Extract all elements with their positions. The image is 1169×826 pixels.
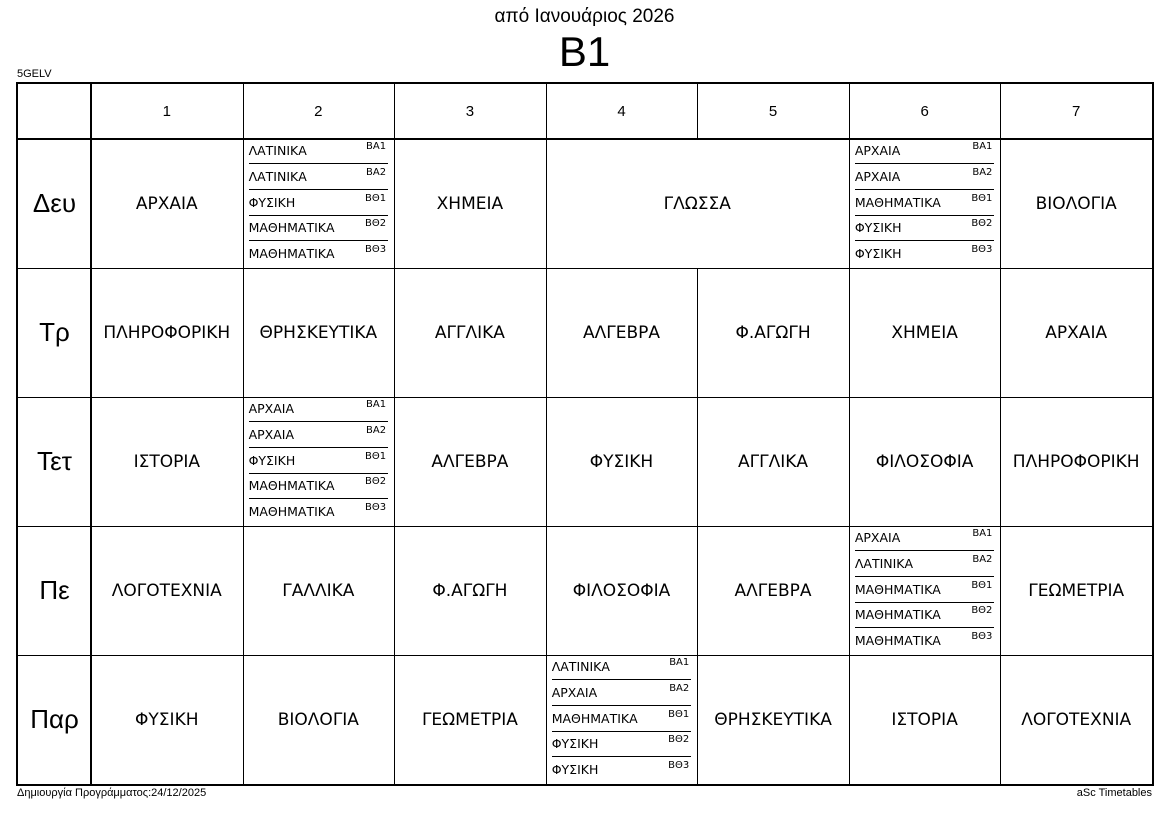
group-subject: ΦΥΣΙΚΗ [854, 246, 902, 262]
group-subject: ΑΡΧΑΙΑ [248, 426, 295, 442]
day-label: Δευ [32, 188, 77, 218]
group-lesson [249, 191, 389, 216]
group-subject: ΑΡΧΑΙΑ [854, 530, 901, 545]
lesson-cell: ΠΛΗΡΟΦΟΡΙΚΗ [103, 322, 231, 343]
grid-line [849, 84, 850, 139]
split-lesson-cell [243, 139, 395, 268]
group-subject: ΑΡΧΑΙΑ [854, 143, 901, 158]
group-code: ΒΑ2 [972, 166, 993, 178]
group-subject: ΦΥΣΙΚΗ [248, 452, 296, 468]
lesson-cell: ΑΡΧΑΙΑ [1045, 322, 1108, 343]
group-subject: ΦΥΣΙΚΗ [551, 762, 599, 778]
group-subject: ΜΑΘΗΜΑΤΙΚΑ [248, 504, 335, 520]
group-code: ΒΑ2 [366, 424, 387, 436]
group-lesson [855, 139, 995, 164]
lesson-cell: ΛΟΓΟΤΕΧΝΙΑ [1021, 709, 1132, 730]
lesson-cell: ΛΟΓΟΤΕΧΝΙΑ [111, 580, 222, 601]
lesson-cell: ΑΛΓΕΒΡΑ [431, 451, 509, 472]
lesson-cell: ΧΗΜΕΙΑ [891, 322, 958, 343]
group-code: ΒΘ2 [365, 476, 387, 488]
lesson-cell: ΓΛΩΣΣΑ [663, 193, 731, 214]
group-lesson [249, 139, 389, 164]
group-lesson [552, 732, 692, 757]
group-subject: ΜΑΘΗΜΑΤΙΚΑ [551, 710, 638, 726]
day-label: Τρ [39, 317, 70, 347]
group-subject: ΜΑΘΗΜΑΤΙΚΑ [248, 478, 335, 494]
group-code: ΒΑ1 [972, 141, 993, 152]
class-title: Β1 [558, 28, 611, 75]
group-subject: ΛΑΤΙΝΙΚΑ [248, 168, 307, 184]
school-code: 5GELV [17, 68, 52, 80]
lesson-cell: ΓΕΩΜΕΤΡΙΑ [421, 709, 518, 730]
lesson-cell: ΙΣΤΟΡΙΑ [891, 709, 958, 730]
split-lesson-cell [243, 397, 395, 526]
lesson-cell: ΦΙΛΟΣΟΦΙΑ [572, 580, 671, 601]
lesson-cell: ΑΓΓΛΙΚΑ [434, 322, 505, 343]
group-code: ΒΘ2 [668, 734, 690, 746]
lesson-cell: Φ.ΑΓΩΓΗ [735, 322, 811, 343]
grid-line [697, 84, 698, 139]
lesson-cell: ΑΛΓΕΒΡΑ [582, 322, 660, 343]
group-lesson [855, 552, 995, 577]
creation-date: Δημιουργία Προγράμματος:24/12/2025 [17, 787, 207, 799]
group-code: ΒΘ3 [365, 244, 387, 256]
split-lesson-cell [546, 655, 698, 784]
period-header: 7 [1072, 103, 1081, 120]
group-lesson [552, 681, 692, 706]
group-lesson [855, 216, 995, 241]
group-lesson [855, 603, 995, 628]
lesson-cell: ΦΥΣΙΚΗ [135, 709, 199, 730]
group-lesson [249, 474, 389, 499]
lesson-cell: ΦΥΣΙΚΗ [589, 451, 654, 472]
lesson-cell: Φ.ΑΓΩΓΗ [432, 580, 508, 601]
group-code: ΒΑ1 [669, 657, 690, 668]
group-lesson [249, 242, 389, 267]
lesson-cell: ΑΓΓΛΙΚΑ [738, 451, 809, 472]
lesson-cell: ΦΙΛΟΣΟΦΙΑ [875, 451, 974, 472]
group-lesson [249, 216, 389, 241]
group-subject: ΦΥΣΙΚΗ [248, 194, 296, 210]
group-code: ΒΘ3 [365, 502, 387, 514]
group-subject: ΛΑΤΙΝΙΚΑ [248, 143, 307, 158]
group-subject: ΜΑΘΗΜΑΤΙΚΑ [248, 220, 335, 236]
group-subject: ΑΡΧΑΙΑ [854, 168, 901, 184]
group-code: ΒΘ1 [365, 192, 387, 204]
group-subject: ΦΥΣΙΚΗ [551, 736, 599, 752]
lesson-cell: ΙΣΤΟΡΙΑ [133, 451, 200, 472]
lesson-cell: ΓΕΩΜΕΤΡΙΑ [1028, 580, 1125, 601]
group-lesson [249, 423, 389, 448]
group-code: ΒΑ2 [669, 682, 690, 694]
group-lesson [855, 165, 995, 190]
period-header: 4 [617, 103, 626, 120]
lesson-cell: ΘΡΗΣΚΕΥΤΙΚΑ [259, 322, 378, 343]
period-header: 3 [465, 103, 475, 120]
lesson-cell: ΧΗΜΕΙΑ [436, 193, 504, 214]
group-code: ΒΘ2 [971, 605, 993, 617]
lesson-cell: ΑΡΧΑΙΑ [135, 193, 198, 214]
group-subject: ΑΡΧΑΙΑ [248, 401, 295, 416]
group-lesson [249, 397, 389, 422]
period-header: 1 [162, 103, 171, 120]
group-lesson [855, 629, 995, 654]
group-subject: ΛΑΤΙΝΙΚΑ [551, 659, 610, 674]
group-subject: ΦΥΣΙΚΗ [854, 220, 902, 236]
group-code: ΒΑ2 [972, 553, 993, 565]
group-lesson [855, 191, 995, 216]
group-code: ΒΘ1 [668, 708, 690, 720]
day-label: Παρ [30, 704, 79, 734]
grid-line [394, 84, 395, 139]
group-lesson [249, 500, 389, 525]
timetable-grid [16, 82, 1154, 786]
group-subject: ΜΑΘΗΜΑΤΙΚΑ [854, 194, 941, 210]
group-subject: ΜΑΘΗΜΑΤΙΚΑ [248, 246, 335, 262]
group-subject: ΑΡΧΑΙΑ [551, 684, 598, 700]
split-lesson-cell [849, 526, 1001, 655]
group-code: ΒΑ1 [972, 528, 993, 539]
group-lesson [855, 578, 995, 603]
group-code: ΒΘ1 [971, 579, 993, 591]
group-code: ΒΑ1 [366, 399, 387, 410]
period-header: 6 [920, 103, 929, 120]
group-code: ΒΘ3 [971, 244, 993, 256]
lesson-cell: ΓΑΛΛΙΚΑ [282, 580, 355, 601]
split-lesson-cell [849, 139, 1001, 268]
lesson-cell: ΑΛΓΕΒΡΑ [734, 580, 812, 601]
period-header: 5 [768, 103, 778, 120]
group-lesson [552, 758, 692, 783]
lesson-cell: ΒΙΟΛΟΓΙΑ [1035, 193, 1117, 214]
group-code: ΒΑ1 [366, 141, 387, 152]
group-code: ΒΘ1 [365, 450, 387, 462]
group-code: ΒΑ2 [366, 166, 387, 178]
lesson-cell: ΘΡΗΣΚΕΥΤΙΚΑ [714, 709, 832, 730]
group-code: ΒΘ3 [668, 760, 690, 772]
group-lesson [249, 449, 389, 474]
group-lesson [552, 655, 692, 680]
grid-line [1000, 84, 1001, 139]
group-code: ΒΘ3 [971, 631, 993, 643]
day-label: Τετ [37, 446, 72, 476]
day-label: Πε [39, 575, 70, 605]
lesson-cell: ΠΛΗΡΟΦΟΡΙΚΗ [1012, 451, 1140, 472]
group-code: ΒΘ2 [365, 218, 387, 230]
group-code: ΒΘ1 [971, 192, 993, 204]
group-subject: ΜΑΘΗΜΑΤΙΚΑ [854, 581, 941, 597]
group-lesson [855, 242, 995, 267]
group-lesson [552, 707, 692, 732]
timetable-subtitle: από Ιανουάριος 2026 [494, 6, 675, 27]
group-subject: ΛΑΤΙΝΙΚΑ [854, 555, 914, 571]
grid-line [546, 84, 547, 139]
lesson-cell: ΒΙΟΛΟΓΙΑ [277, 709, 359, 730]
group-subject: ΜΑΘΗΜΑΤΙΚΑ [854, 607, 941, 623]
group-lesson [249, 165, 389, 190]
period-header: 2 [314, 103, 323, 120]
grid-line [243, 84, 244, 139]
group-subject: ΜΑΘΗΜΑΤΙΚΑ [854, 633, 941, 649]
group-code: ΒΘ2 [971, 218, 993, 230]
brand-label: aSc Timetables [1076, 787, 1152, 799]
group-lesson [855, 526, 995, 551]
